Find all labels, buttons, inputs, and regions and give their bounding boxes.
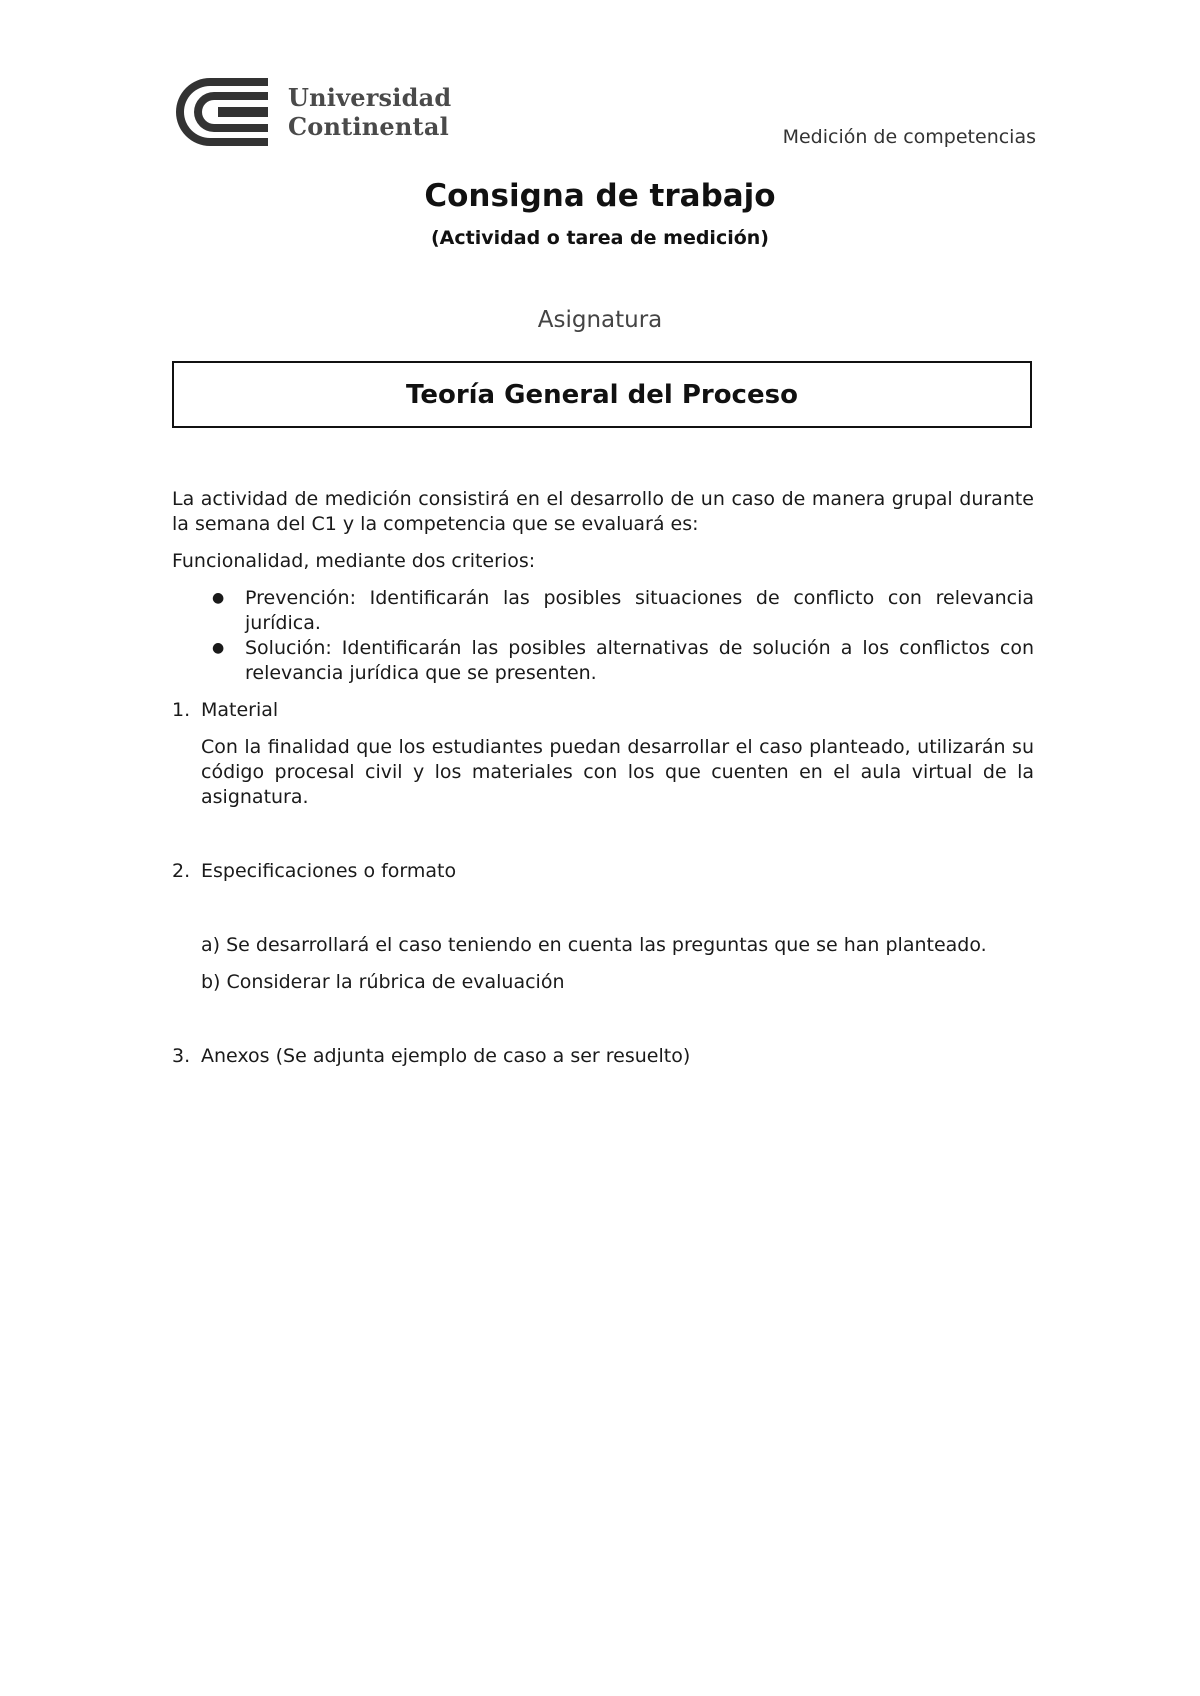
- bullet-icon: ●: [212, 590, 225, 606]
- document-subtitle: (Actividad o tarea de medición): [431, 227, 769, 249]
- section-2-heading: [172, 859, 1034, 884]
- section-number: 1.: [172, 699, 191, 721]
- list-item: [172, 586, 1034, 636]
- logo-line-1: Universidad: [288, 83, 452, 112]
- spacer: [172, 810, 1034, 859]
- section-3-heading: [172, 1044, 1034, 1069]
- asignatura-label: Asignatura: [537, 307, 663, 333]
- criterion-text: Solución: Identificarán las posibles alternativas de solución a los conflictos con relevancia jurídica que se presenten.: [245, 637, 1034, 684]
- logo-wordmark: [288, 83, 451, 141]
- document-title: Consigna de trabajo: [424, 178, 776, 214]
- course-name-box: [172, 361, 1032, 428]
- header-label: Medición de competencias: [782, 126, 1036, 148]
- section-number: 3.: [172, 1045, 191, 1067]
- spec-item-b: b) Considerar la rúbrica de evaluación: [201, 971, 565, 993]
- logo-line-2: Continental: [288, 112, 449, 141]
- criteria-intro: Funcionalidad, mediante dos criterios:: [172, 550, 536, 572]
- list-item: [172, 636, 1034, 686]
- intro-paragraph: La actividad de medición consistirá en el desarrollo de un caso de manera grupal durante la semana del C1 y la competencia que se evaluará es:: [172, 488, 1034, 535]
- university-logo: [172, 74, 451, 150]
- section-title: Anexos (Se adjunta ejemplo de caso a ser resuelto): [201, 1045, 691, 1067]
- section-title: Especificaciones o formato: [201, 860, 457, 882]
- document-body: [172, 487, 1034, 1069]
- bullet-icon: ●: [212, 640, 225, 656]
- criterion-text: Prevención: Identificarán las posibles situaciones de conflicto con relevancia jurídica.: [245, 587, 1034, 634]
- criteria-list: [172, 586, 1034, 686]
- course-name: Teoría General del Proceso: [406, 379, 798, 410]
- section-1-body: Con la finalidad que los estudiantes puedan desarrollar el caso planteado, utilizarán su código procesal civil y los materiales con los que cuenten en el aula virtual de la asignatura.: [201, 736, 1034, 808]
- spec-item-a: a) Se desarrollará el caso teniendo en cuenta las preguntas que se han planteado.: [201, 934, 987, 956]
- section-1-heading: [172, 698, 1034, 723]
- section-number: 2.: [172, 860, 191, 882]
- section-title: Material: [201, 699, 279, 721]
- spacer: [172, 995, 1034, 1044]
- logo-icon: [172, 74, 272, 150]
- spacer: [172, 884, 1034, 933]
